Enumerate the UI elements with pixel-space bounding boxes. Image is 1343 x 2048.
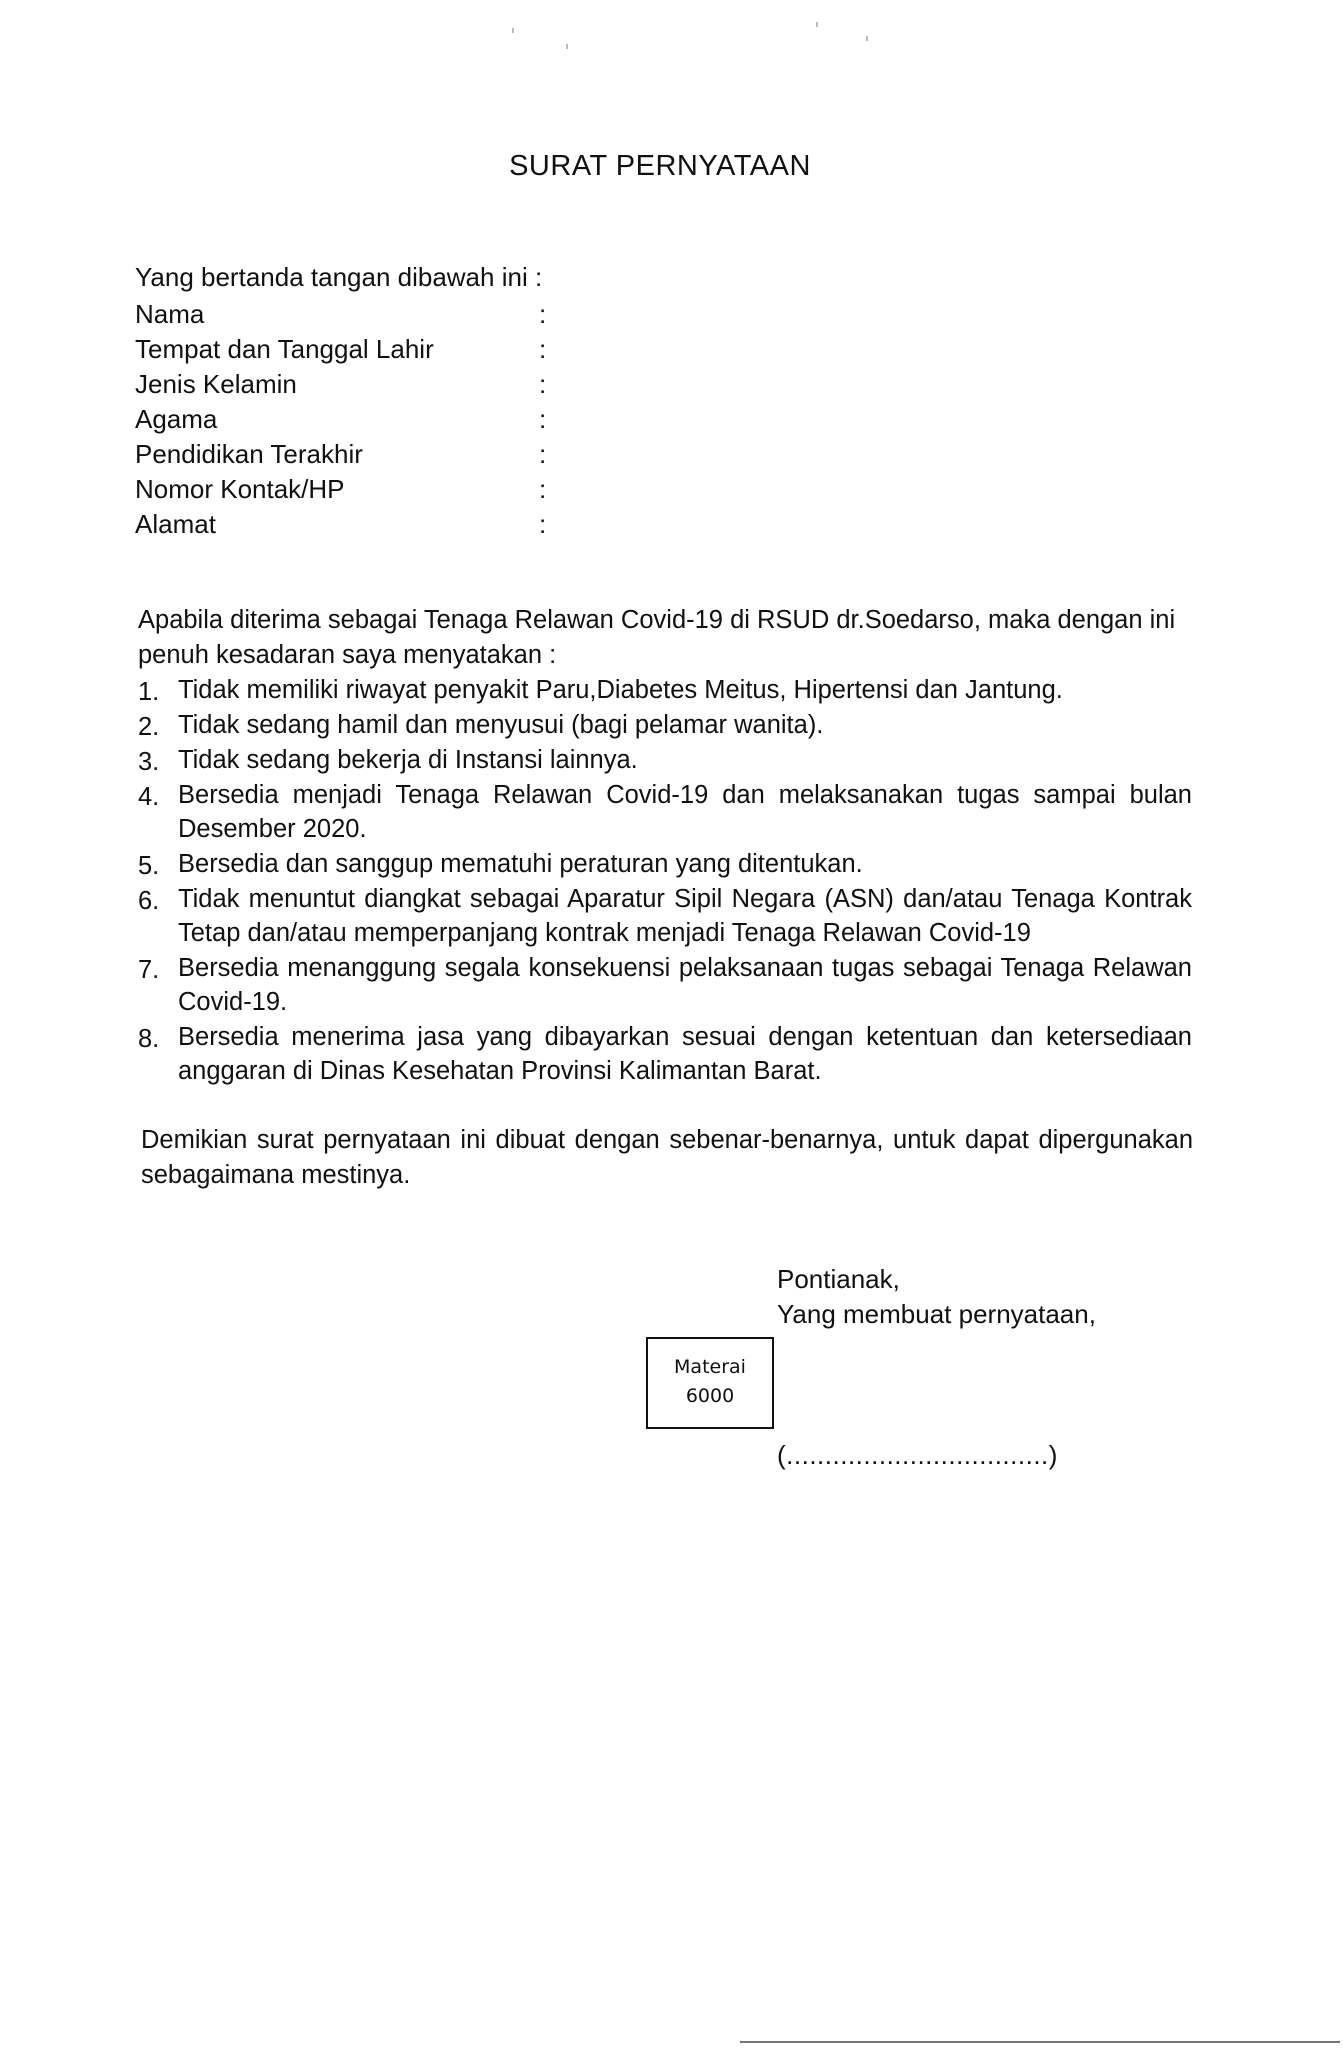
- field-colon: :: [539, 369, 547, 399]
- field-row-agama: [135, 402, 595, 437]
- list-item-number: 6.: [138, 887, 160, 915]
- list-item-number: 7.: [138, 956, 160, 984]
- field-row-nomor-kontak: [135, 472, 595, 507]
- list-item-text: Tidak sedang hamil dan menyusui (bagi pelamar wanita).: [178, 711, 824, 739]
- scan-speck: [566, 44, 568, 49]
- field-label: Pendidikan Terakhir: [135, 439, 363, 469]
- list-item: [138, 778, 1192, 846]
- identity-fields: [135, 297, 595, 542]
- list-item: [138, 743, 1192, 777]
- list-item-text: Bersedia dan sanggup mematuhi peraturan yang ditentukan.: [178, 850, 863, 878]
- stamp-value: 6000: [685, 1385, 735, 1407]
- list-item: [138, 708, 1192, 742]
- field-colon: :: [539, 439, 547, 469]
- list-item-number: 8.: [138, 1025, 160, 1053]
- field-label: Jenis Kelamin: [135, 369, 297, 399]
- stamp-label: Materai: [674, 1356, 746, 1378]
- intro-text: Yang bertanda tangan dibawah ini :: [135, 262, 543, 292]
- signature-placeholder: (..................................): [777, 1440, 1058, 1470]
- field-label: Nama: [135, 299, 205, 329]
- list-item-text: Tidak memiliki riwayat penyakit Paru,Diabetes Meitus, Hipertensi dan Jantung.: [178, 676, 1063, 704]
- list-item: [138, 882, 1192, 950]
- field-colon: :: [539, 299, 547, 329]
- place-text: Pontianak,: [777, 1264, 900, 1294]
- field-row-pendidikan: [135, 437, 595, 472]
- field-row-tempat-tanggal-lahir: [135, 332, 595, 367]
- field-label: Tempat dan Tanggal Lahir: [135, 334, 434, 364]
- list-item: [138, 951, 1192, 1019]
- list-item: [138, 673, 1192, 707]
- scan-speck: [866, 36, 868, 41]
- field-label: Nomor Kontak/HP: [135, 474, 345, 504]
- field-colon: :: [539, 474, 547, 504]
- materai-stamp-box: [646, 1337, 774, 1429]
- list-item-number: 2.: [138, 713, 160, 741]
- statement-intro: Apabila diterima sebagai Tenaga Relawan Covid-19 di RSUD dr.Soedarso, maka dengan ini penuh kesadaran saya menyatakan :: [138, 606, 1176, 669]
- field-label: Agama: [135, 404, 218, 434]
- scan-speck: [512, 28, 514, 33]
- list-item-text: Bersedia menjadi Tenaga Relawan Covid-19 dan melaksanakan tugas sampai bulan Desember 2020.: [178, 781, 1192, 843]
- scan-speck: [816, 22, 818, 27]
- field-row-nama: [135, 297, 595, 332]
- field-label: Alamat: [135, 509, 216, 539]
- list-item-text: Tidak menuntut diangkat sebagai Aparatur Sipil Negara (ASN) dan/atau Tenaga Kontrak Tetap dan/atau memperpanjang kontrak menjadi Tenaga Relawan Covid-19: [178, 885, 1192, 947]
- statement-list: [138, 673, 1192, 1089]
- field-colon: :: [539, 404, 547, 434]
- list-item-text: Bersedia menanggung segala konsekuensi pelaksanaan tugas sebagai Tenaga Relawan Covid-19.: [178, 954, 1192, 1016]
- list-item-number: 4.: [138, 783, 160, 811]
- list-item-text: Tidak sedang bekerja di Instansi lainnya.: [178, 746, 638, 774]
- field-row-jenis-kelamin: [135, 367, 595, 402]
- list-item-text: Bersedia menerima jasa yang dibayarkan sesuai dengan ketentuan dan ketersediaan anggaran di Dinas Kesehatan Provinsi Kalimantan Barat.: [178, 1023, 1192, 1085]
- list-item-number: 3.: [138, 748, 160, 776]
- list-item: [138, 847, 1192, 881]
- page-bottom-rule: [740, 2041, 1340, 2043]
- field-colon: :: [539, 334, 547, 364]
- list-item: [138, 1020, 1192, 1088]
- closing-paragraph: Demikian surat pernyataan ini dibuat dengan sebenar-benarnya, untuk dapat dipergunakan sebagaimana mestinya.: [141, 1126, 1193, 1189]
- list-item-number: 1.: [138, 678, 160, 706]
- signer-label: Yang membuat pernyataan,: [777, 1299, 1096, 1329]
- field-row-alamat: [135, 507, 595, 542]
- list-item-number: 5.: [138, 852, 160, 880]
- document-title: SURAT PERNYATAAN: [509, 150, 811, 182]
- signature-block: [777, 1262, 1096, 1332]
- field-colon: :: [539, 509, 547, 539]
